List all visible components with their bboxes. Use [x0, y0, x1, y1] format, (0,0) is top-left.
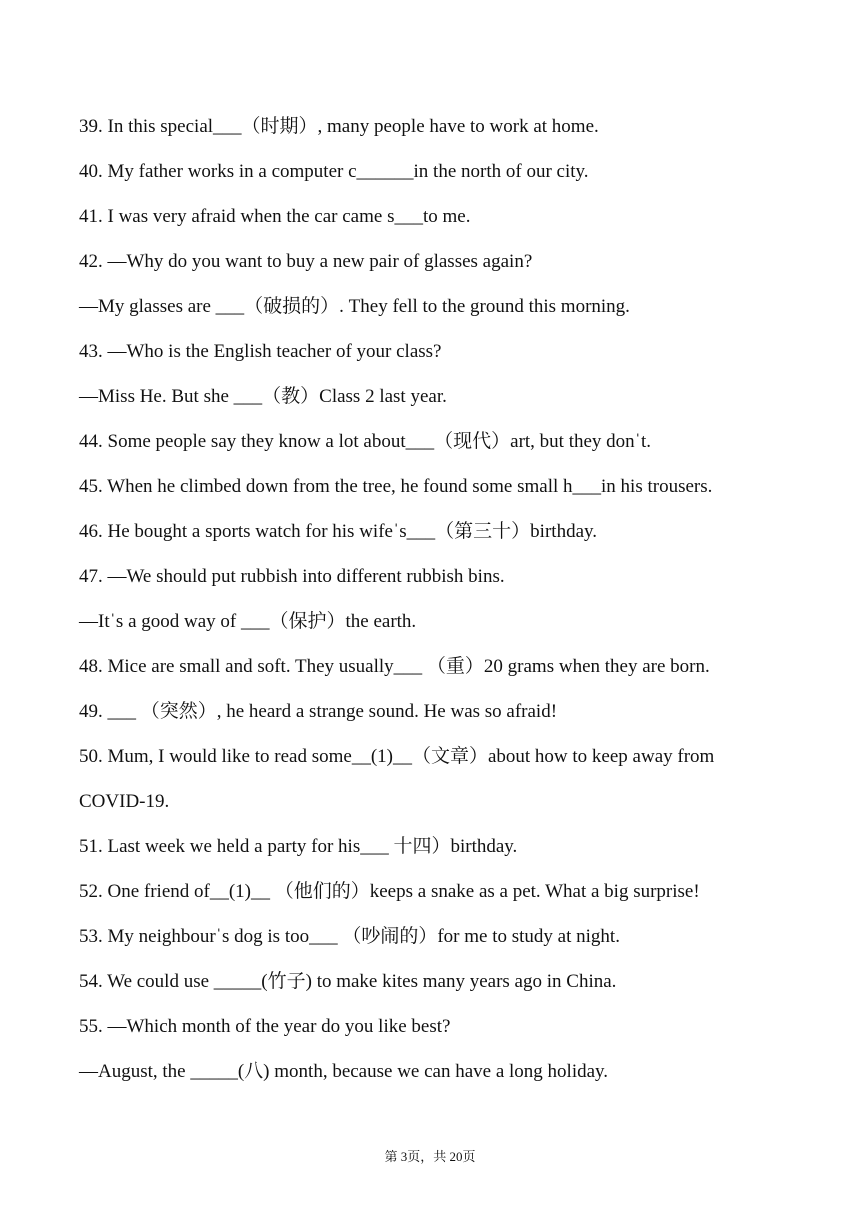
question-line: 47. —We should put rubbish into different rubbish bins. [79, 566, 505, 587]
question-line: 49. ___ （突然）, he heard a strange sound. He was so afraid! [79, 701, 558, 722]
question-line: COVID-19. [79, 791, 170, 812]
question-line: 50. Mum, I would like to read some__(1)__（文章）about how to keep away from [79, 746, 715, 767]
question-line: 53. My neighbourˈs dog is too___ （吵闹的）for me to study at night. [79, 926, 620, 947]
question-line: —Miss He. But she ___（教）Class 2 last year. [79, 386, 447, 407]
question-line: 40. My father works in a computer c______in the north of our city. [79, 161, 589, 182]
question-line: 52. One friend of__(1)__ （他们的）keeps a snake as a pet. What a big surprise! [79, 881, 700, 902]
question-line: 51. Last week we held a party for his___ 十四）birthday. [79, 836, 518, 857]
question-line: 41. I was very afraid when the car came s___to me. [79, 206, 471, 227]
question-list [79, 112, 819, 1102]
question-line: 46. He bought a sports watch for his wifeˈs___（第三十）birthday. [79, 521, 598, 542]
question-line: 48. Mice are small and soft. They usually___ （重）20 grams when they are born. [79, 656, 710, 677]
question-line: 55. —Which month of the year do you like best? [79, 1016, 451, 1037]
question-line: 54. We could use _____(竹子) to make kites many years ago in China. [79, 971, 617, 992]
question-line: —August, the _____(八) month, because we can have a long holiday. [79, 1061, 609, 1082]
question-line: 39. In this special___（时期）, many people have to work at home. [79, 116, 599, 137]
question-line: 45. When he climbed down from the tree, he found some small h___in his trousers. [79, 476, 713, 497]
page-footer: 第 3页，共 20页 [384, 1149, 476, 1164]
question-line: —Itˈs a good way of ___（保护）the earth. [79, 611, 417, 632]
question-line: —My glasses are ___（破损的）. They fell to the ground this morning. [79, 296, 630, 317]
question-line: 43. —Who is the English teacher of your class? [79, 341, 442, 362]
question-line: 44. Some people say they know a lot about___（现代）art, but they donˈt. [79, 431, 652, 452]
question-line: 42. —Why do you want to buy a new pair of glasses again? [79, 251, 533, 272]
